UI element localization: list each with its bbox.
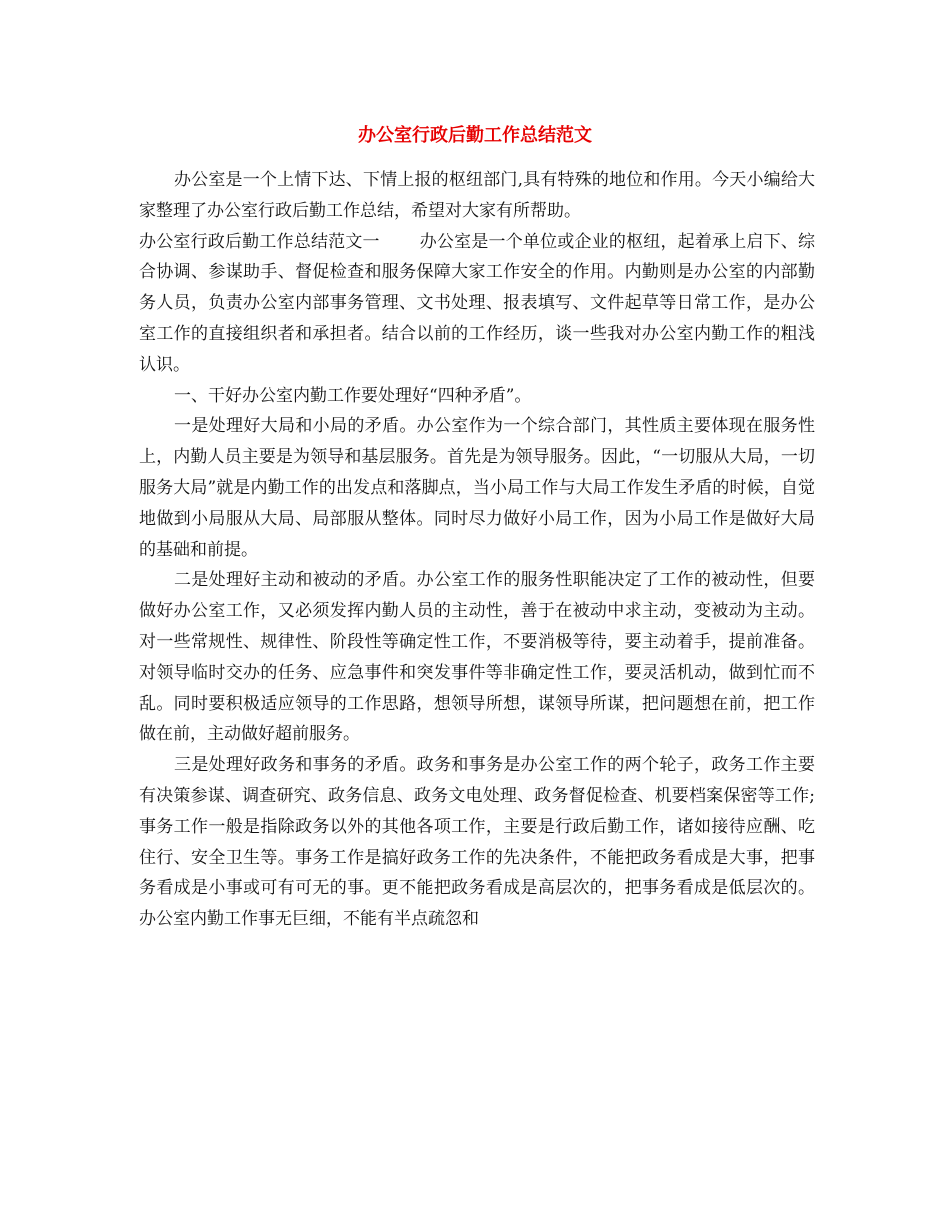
document-title: 办公室行政后勤工作总结范文 (358, 125, 592, 146)
body-paragraph-3: 三是处理好政务和事务的矛盾。政务和事务是办公室工作的两个轮子，政务工作主要有决策参谋、调查研究、政务信息、政务文电处理、政务督促检查、机要档案保密等工作;事务工作一般是指除政务以外的其他各项工作，主要是行政后勤工作，诸如接待应酬、吃住行、安全卫生等。事务工作是搞好政务工作的先决条件，不能把政务看成是大事，把事务看成是小事或可有可无的事。更不能把政务看成是高层次的，把事务看成是低层次的。办公室内勤工作事无巨细，不能有半点疏忽和 (139, 755, 815, 930)
body-paragraph-2: 二是处理好主动和被动的矛盾。办公室工作的服务性职能决定了工作的被动性，但要做好办公室工作，又必须发挥内勤人员的主动性，善于在被动中求主动，变被动为主动。对一些常规性、规律性、阶段性等确定性工作，不要消极等待，要主动着手，提前准备。对领导临时交办的任务、应急事件和突发事件等非确定性工作，要灵活机动，做到忙而不乱。同时要积极适应领导的工作思路，想领导所想，谋领导所谋，把问题想在前，把工作做在前，主动做好超前服务。 (139, 570, 815, 745)
body-paragraph-1: 一是处理好大局和小局的矛盾。办公室作为一个综合部门，其性质主要体现在服务性上，内勤人员主要是为领导和基层服务。首先是为领导服务。因此，“一切服从大局，一切服务大局”就是内勤工作的出发点和落脚点，当小局工作与大局工作发生矛盾的时候，自觉地做到小局服从大局、局部服从整体。同时尽力做好小局工作，因为小局工作是做好大局的基础和前提。 (139, 416, 815, 560)
section-intro-text: 办公室是一个单位或企业的枢纽，起着承上启下、综合协调、参谋助手、督促检查和服务保障大家工作安全的作用。内勤则是办公室的内部勤务人员，负责办公室内部事务管理、文书处理、报表填写、文件起草等日常工作，是办公室工作的直接组织者和承担者。结合以前的工作经历，谈一些我对办公室内勤工作的粗浅认识。 (139, 231, 816, 375)
section-heading: 办公室行政后勤工作总结范文一 (139, 231, 380, 252)
document-body (139, 165, 815, 935)
section-paragraph (139, 227, 815, 381)
point-heading: 一、干好办公室内勤工作要处理好“四种矛盾”。 (174, 385, 532, 406)
intro-paragraph: 办公室是一个上情下达、下情上报的枢纽部门,具有特殊的地位和作用。今天小编给大家整理了办公室行政后勤工作总结，希望对大家有所帮助。 (139, 170, 815, 221)
